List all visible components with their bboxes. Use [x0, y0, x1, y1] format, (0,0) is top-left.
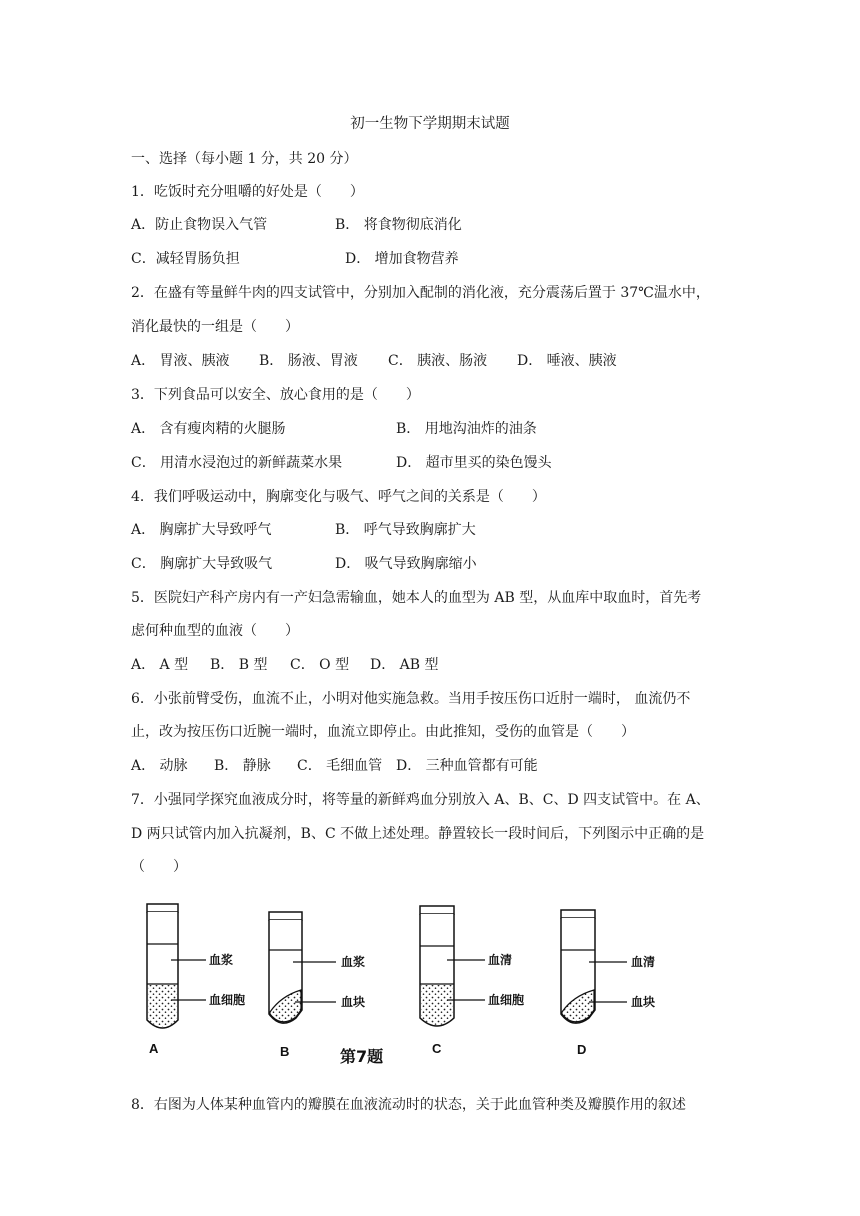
figure-caption: 第7题 — [340, 1047, 384, 1066]
tube-b-rim — [269, 912, 302, 920]
question-2-option-d: D． 唾液、胰液 — [517, 353, 617, 369]
tube-d — [561, 910, 655, 1057]
question-3-option-a: A． 含有瘦肉精的火腿肠 — [131, 421, 286, 437]
tube-b-letter: B — [280, 1044, 290, 1059]
question-3-option-b: B． 用地沟油炸的油条 — [396, 421, 537, 437]
tube-a — [147, 904, 245, 1056]
question-1-stem: 1．吃饭时充分咀嚼的好处是（ ） — [131, 184, 364, 200]
question-7-stem-line3: （ ） — [131, 859, 187, 875]
question-3-option-c: C． 用清水浸泡过的新鲜蔬菜水果 — [131, 455, 343, 471]
question-6-option-b: B． 静脉 — [214, 758, 271, 774]
page-title: 初一生物下学期期末试题 — [350, 116, 510, 132]
tube-c — [420, 906, 524, 1056]
question-8-stem-line1: 8．右图为人体某种血管内的瓣膜在血液流动时的状态，关于此血管种类及瓣膜作用的叙述 — [131, 1097, 686, 1113]
tube-c-rim — [420, 906, 454, 914]
tube-d-upper-label: 血清 — [631, 955, 656, 969]
question-3-option-d: D． 超市里买的染色馒头 — [396, 455, 552, 471]
question-1-option-a: A．防止食物误入气管 — [131, 217, 268, 233]
question-2-option-b: B． 肠液、胃液 — [259, 353, 358, 369]
tube-c-letter: C — [432, 1041, 442, 1056]
tube-a-rim — [147, 904, 178, 912]
question-4-stem: 4．我们呼吸运动中，胸廓变化与吸气、呼气之间的关系是（ ） — [131, 489, 546, 505]
tube-d-lower-label: 血块 — [631, 995, 656, 1009]
question-5-stem-line2: 虑何种血型的血液（ ） — [131, 623, 299, 639]
question-1-option-d: D． 增加食物营养 — [345, 251, 459, 267]
question-2-option-a: A． 胃液、胰液 — [131, 353, 230, 369]
section-heading: 一、选择（每小题 1 分，共 20 分） — [131, 151, 358, 167]
test-tubes-figure — [131, 900, 731, 1070]
question-4-option-d: D． 吸气导致胸廓缩小 — [335, 556, 477, 572]
tube-c-sediment — [421, 985, 453, 1025]
question-6-option-a: A． 动脉 — [131, 758, 188, 774]
question-6-stem-line2: 止，改为按压伤口近腕一端时，血流立即停止。由此推知，受伤的血管是（ ） — [131, 724, 635, 740]
question-4-option-a: A． 胸廓扩大导致呼气 — [131, 522, 272, 538]
question-7-figure — [131, 900, 731, 1070]
tube-a-sediment — [148, 985, 177, 1027]
question-6-stem-line1: 6．小张前臂受伤，血流不止，小明对他实施急救。当用手按压伤口近肘一端时， 血流仍不 — [131, 691, 691, 707]
question-7-stem-line1: 7．小强同学探究血液成分时，将等量的新鲜鸡血分别放入 A、B、C、D 四支试管中。在 A、 — [131, 792, 710, 808]
tube-b-upper-label: 血浆 — [341, 955, 366, 969]
question-7-stem-line2: D 两只试管内加入抗凝剂，B、C 不做上述处理。静置较长一段时间后，下列图示中正确的是 — [131, 826, 705, 842]
tube-b-lower-label: 血块 — [341, 995, 366, 1009]
question-5-option-a: A． A 型 — [131, 657, 189, 673]
question-5-stem-line1: 5．医院妇产科产房内有一产妇急需输血，她本人的血型为 AB 型，从血库中取血时，首先考 — [131, 590, 702, 606]
tube-d-letter: D — [577, 1042, 587, 1057]
question-4-option-c: C． 胸廓扩大导致吸气 — [131, 556, 273, 572]
question-6-option-d: D． 三种血管都有可能 — [396, 758, 538, 774]
tube-c-lower-label: 血细胞 — [488, 993, 525, 1007]
tube-a-upper-label: 血浆 — [209, 953, 234, 967]
tube-d-rim — [561, 910, 595, 918]
tube-a-lower-label: 血细胞 — [209, 993, 246, 1007]
tube-c-upper-label: 血清 — [488, 953, 513, 967]
question-2-stem-line1: 2．在盛有等量鲜牛肉的四支试管中，分别加入配制的消化液，充分震荡后置于 37℃温水中， — [131, 285, 710, 301]
question-2-stem-line2: 消化最快的一组是（ ） — [131, 319, 299, 335]
question-5-option-d: D． AB 型 — [370, 657, 439, 673]
tube-a-letter: A — [149, 1041, 159, 1056]
tube-b — [269, 912, 365, 1059]
question-6-option-c: C． 毛细血管 — [297, 758, 383, 774]
question-4-option-b: B． 呼气导致胸廓扩大 — [335, 522, 476, 538]
question-2-option-c: C． 胰液、肠液 — [388, 353, 488, 369]
question-1-option-c: C．减轻胃肠负担 — [131, 251, 240, 267]
question-5-option-c: C． O 型 — [290, 657, 350, 673]
question-3-stem: 3．下列食品可以安全、放心食用的是（ ） — [131, 387, 420, 403]
question-1-option-b: B． 将食物彻底消化 — [335, 217, 462, 233]
question-5-option-b: B． B 型 — [210, 657, 268, 673]
